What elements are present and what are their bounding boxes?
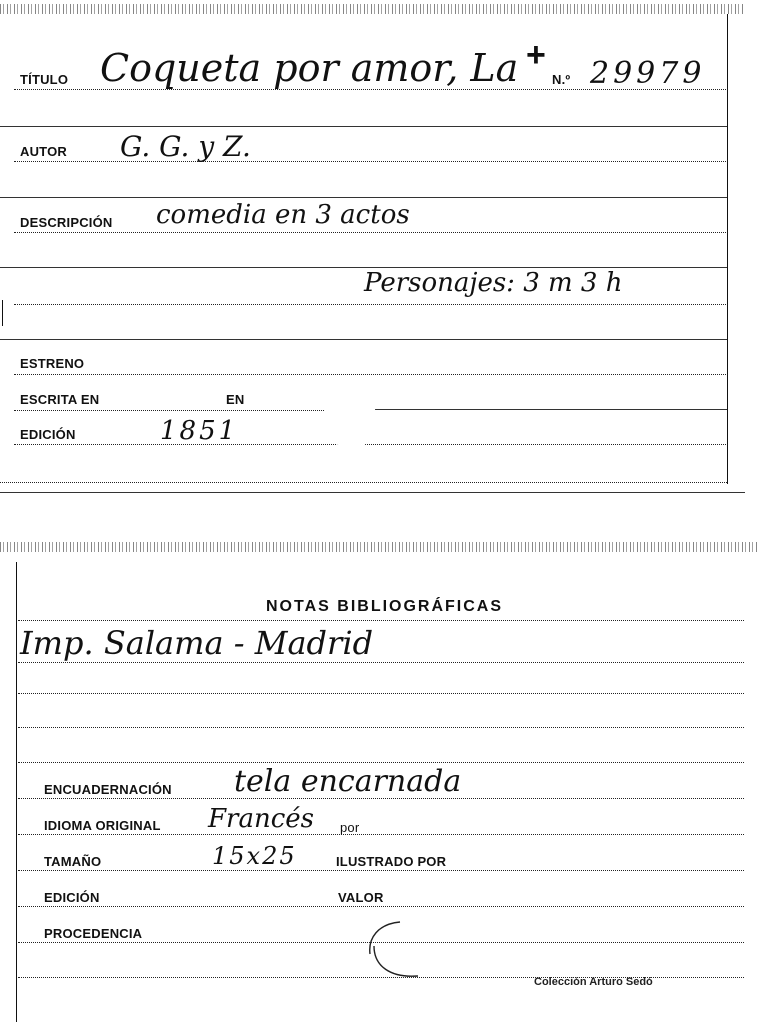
titulo-label: TÍTULO [20,72,69,87]
card-bottom-left-border [16,562,17,1022]
paper-blot [326,386,376,450]
rule-line [18,620,744,621]
encuadernacion-label: ENCUADERNACIÓN [44,782,172,797]
rule-line [18,662,744,663]
idioma-label: IDIOMA ORIGINAL [44,818,161,833]
en-label: EN [226,392,245,407]
card-top-bottom-edge [0,492,745,493]
ilustrado-label: ILUSTRADO POR [336,854,447,869]
autor-label: AUTOR [20,144,67,159]
card-top-edge [0,4,745,14]
tamano-label: TAMAÑO [44,854,102,869]
rule-line [18,870,744,871]
rule-line [0,126,727,127]
procedencia-label: PROCEDENCIA [44,926,143,941]
encuadernacion-value: tela encarnada [234,764,462,799]
notas-value: Imp. Salama - Madrid [20,624,374,662]
rule-line [14,410,324,411]
edicion-label: EDICIÓN [20,427,76,442]
autor-value: G. G. y Z. [120,130,251,163]
rule-line [18,834,744,835]
stamp-circle-outline [360,918,430,984]
rule-line [14,374,726,375]
rule-line [18,762,744,763]
rule-line [0,339,727,340]
numero-value: 29979 [590,56,706,91]
valor-label: VALOR [338,890,384,905]
personajes-value: Personajes: 3 m 3 h [364,268,623,298]
rule-line [14,232,726,233]
estreno-label: ESTRENO [20,356,85,371]
catalog-card-top [0,0,745,492]
descripcion-label: DESCRIPCIÓN [20,215,113,230]
escrita-label: ESCRITA EN [20,392,100,407]
notas-title: NOTAS BIBLIOGRÁFICAS [266,598,504,615]
por-label: por [340,820,360,835]
card-bottom-edge [0,542,759,552]
rule-line [0,197,727,198]
rule-line [14,304,726,305]
cross-mark: + [526,36,546,74]
rule-line [18,727,744,728]
idioma-value: Francés [208,804,315,834]
card-top-right-border [727,14,728,484]
rule-line [18,906,744,907]
rule-line [18,693,744,694]
coleccion-credit: Colección Arturo Sedó [534,976,653,988]
rule-line [14,444,726,445]
descripcion-value: comedia en 3 actos [156,200,410,230]
edicion-value: 1851 [160,416,239,446]
edicion-label: EDICIÓN [44,890,100,905]
tamano-value: 15x25 [212,842,297,870]
titulo-value: Coqueta por amor, La [100,46,519,90]
numero-label: N.º [552,72,571,87]
rule-line [0,482,727,483]
card-top-left-mark [2,300,3,326]
rule-line [370,409,727,410]
catalog-card-bottom [0,540,759,1028]
